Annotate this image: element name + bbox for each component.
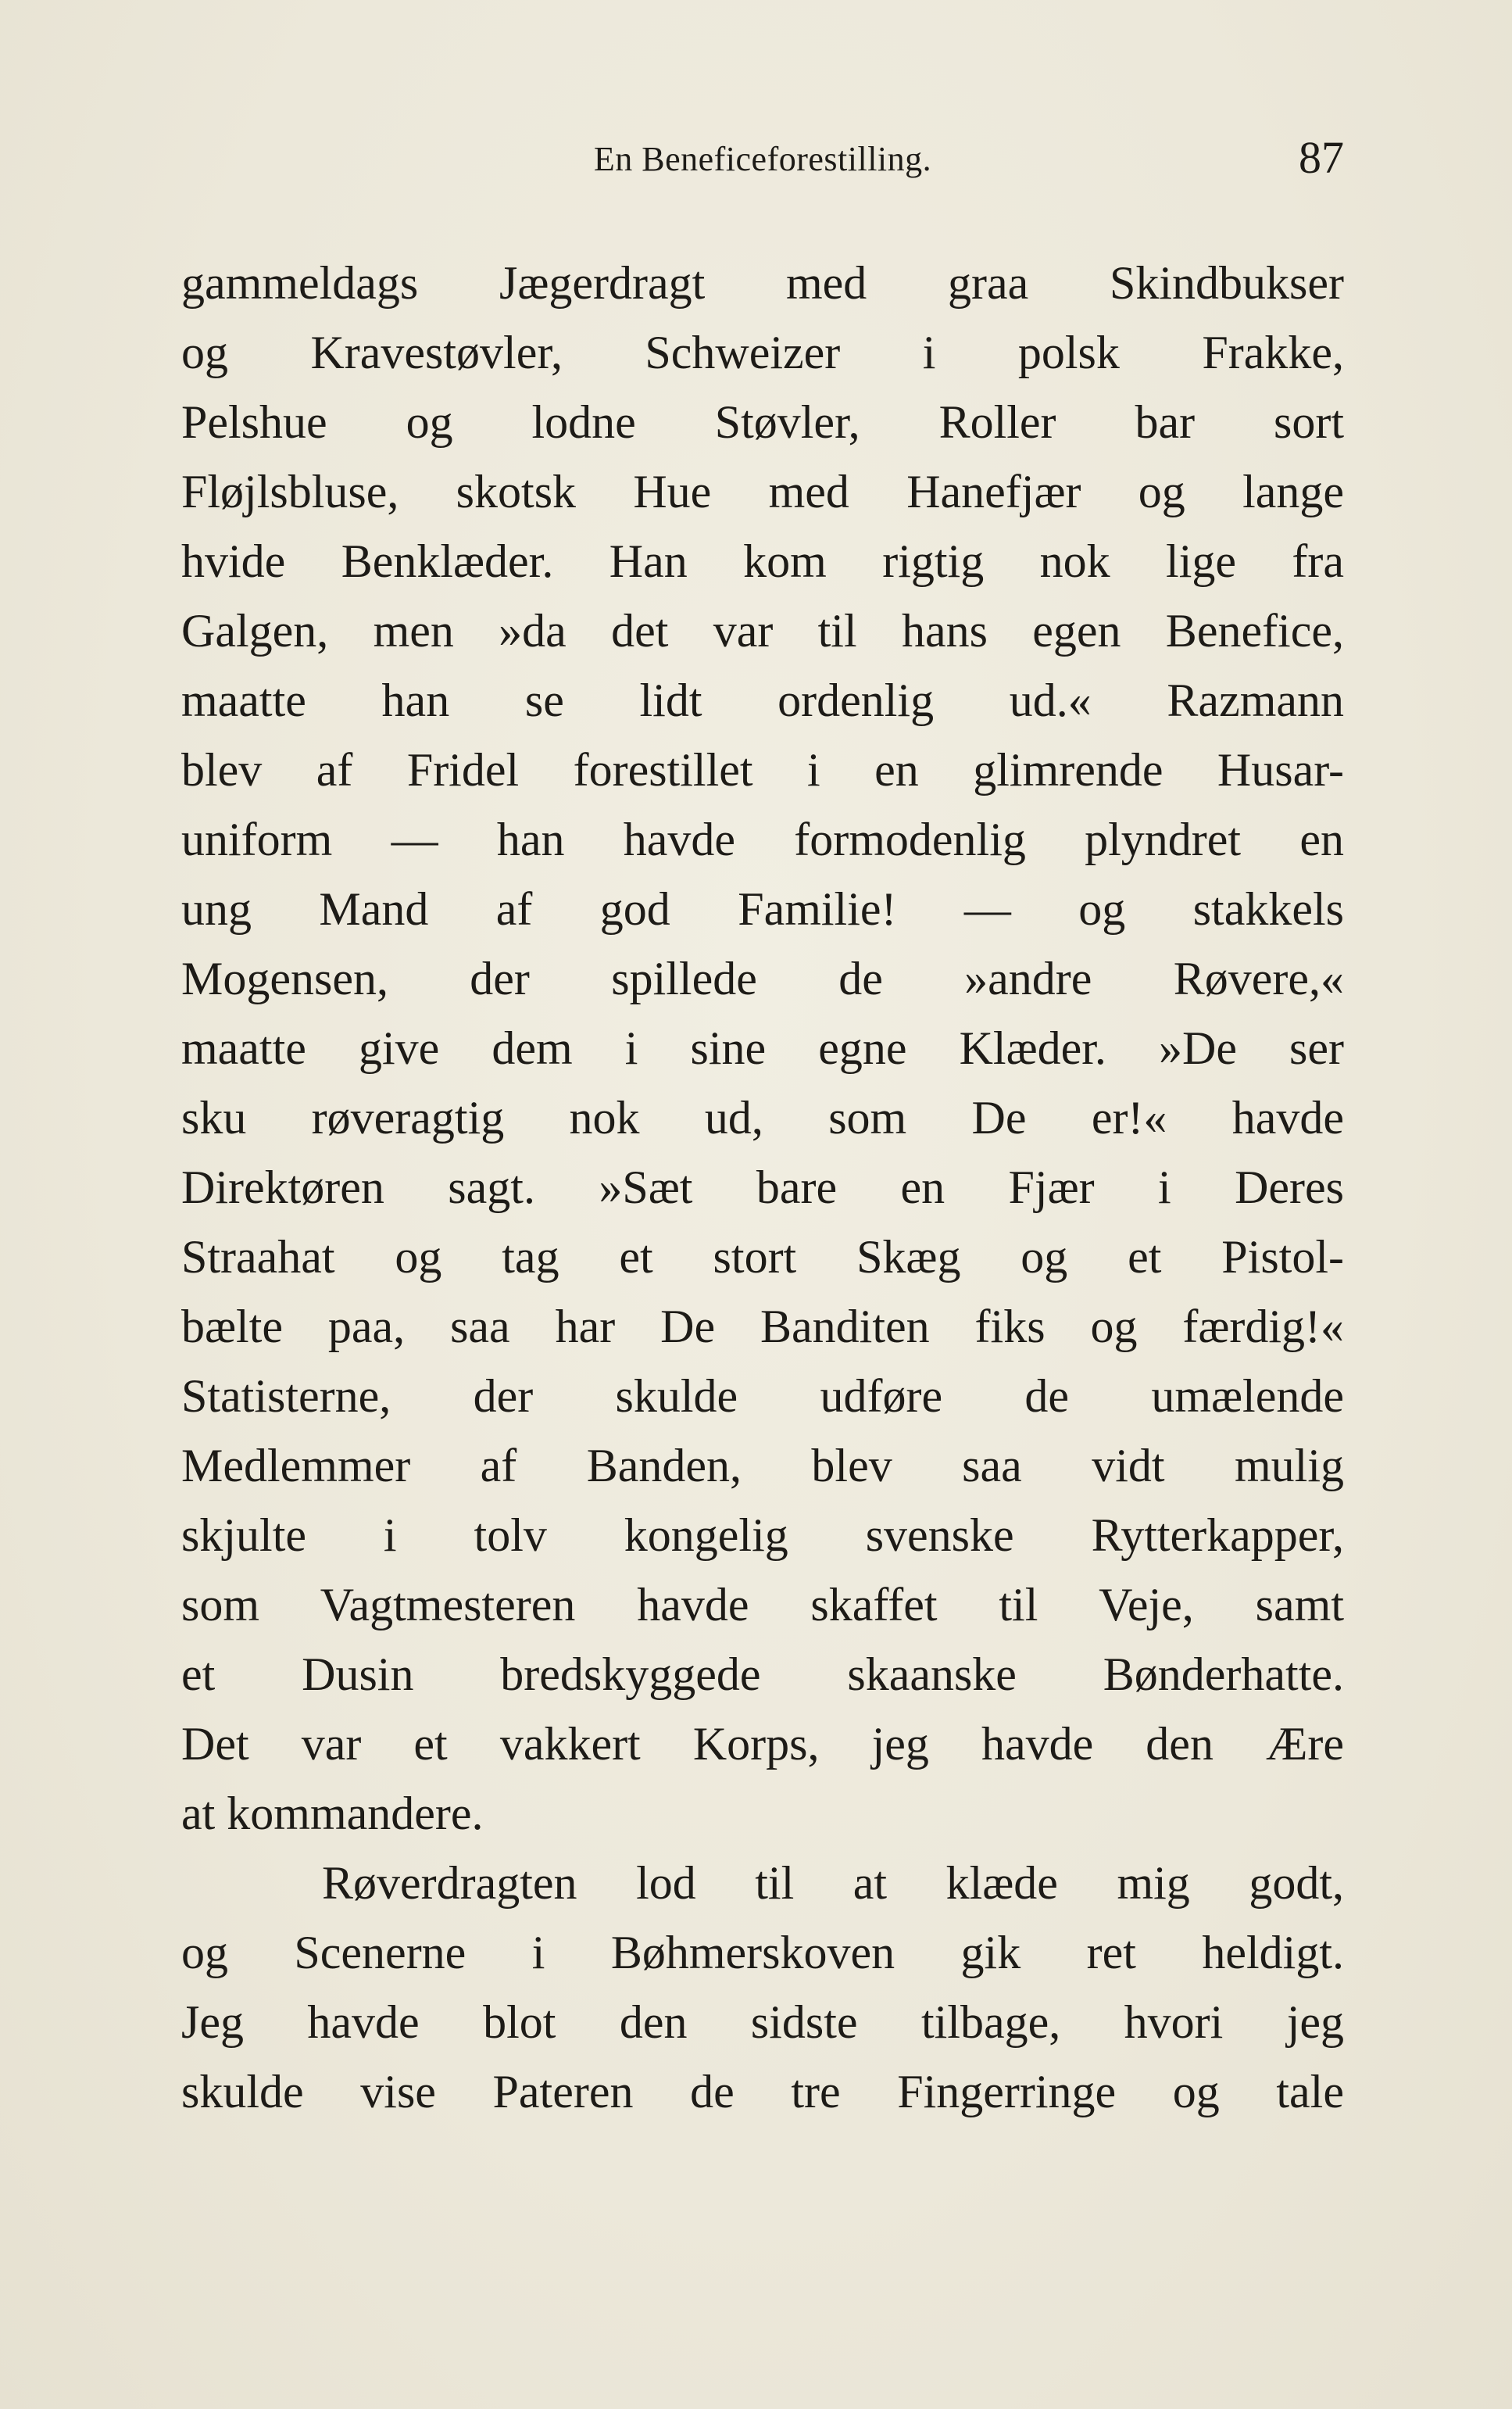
text-line: sku røveragtig nok ud, som De er!« havde [181, 1092, 1344, 1144]
text-line: Direktøren sagt. »Sæt bare en Fjær i Deres [181, 1162, 1344, 1213]
text-line: skulde vise Pateren de tre Fingerringe og tale [181, 2066, 1344, 2117]
paragraph-start-line: Røverdragten lod til at klæde mig godt, [322, 1857, 1344, 1909]
text-line: ung Mand af god Familie! — og stakkels [181, 883, 1344, 935]
text-line: uniform — han havde formodenlig plyndret en [181, 814, 1344, 865]
text-line: maatte han se lidt ordenlig ud.« Razmann [181, 675, 1344, 726]
text-line: Fløjlsbluse, skotsk Hue med Hanefjær og lange [181, 466, 1344, 517]
text-line: Jeg havde blot den sidste tilbage, hvori jeg [181, 1996, 1344, 2048]
text-line: et Dusin bredskyggede skaanske Bønderhatte. [181, 1648, 1344, 1700]
page-number: 87 [1299, 132, 1344, 183]
text-line: og Scenerne i Bøhmerskoven gik ret heldigt. [181, 1927, 1344, 1978]
text-line: skjulte i tolv kongelig svenske Rytterkapper, [181, 1509, 1344, 1561]
text-line: Straahat og tag et stort Skæg og et Pistol- [181, 1231, 1344, 1283]
text-line: bælte paa, saa har De Banditen fiks og færdig!« [181, 1301, 1344, 1352]
text-line: maatte give dem i sine egne Klæder. »De ser [181, 1022, 1344, 1074]
text-line: hvide Benklæder. Han kom rigtig nok lige fra [181, 535, 1344, 587]
text-line: Galgen, men »da det var til hans egen Benefice, [181, 605, 1344, 657]
text-line: gammeldags Jægerdragt med graa Skindbukser [181, 257, 1344, 309]
text-line: og Kravestøvler, Schweizer i polsk Frakke, [181, 327, 1344, 378]
running-title: En Beneficeforestilling. [593, 140, 932, 178]
text-line: Statisterne, der skulde udføre de umælende [181, 1370, 1344, 1422]
text-line: Mogensen, der spillede de »andre Røvere,« [181, 953, 1344, 1004]
text-line: Medlemmer af Banden, blev saa vidt mulig [181, 1440, 1344, 1491]
text-line: Det var et vakkert Korps, jeg havde den Ære [181, 1718, 1344, 1770]
body-text [181, 249, 1344, 2127]
text-line: som Vagtmesteren havde skaffet til Veje, samt [181, 1579, 1344, 1630]
paragraph-end-line: at kommandere. [181, 1788, 484, 1839]
running-head [181, 131, 1344, 186]
text-line: Pelshue og lodne Støvler, Roller bar sort [181, 396, 1344, 448]
text-line: blev af Fridel forestillet i en glimrende Husar- [181, 744, 1344, 796]
